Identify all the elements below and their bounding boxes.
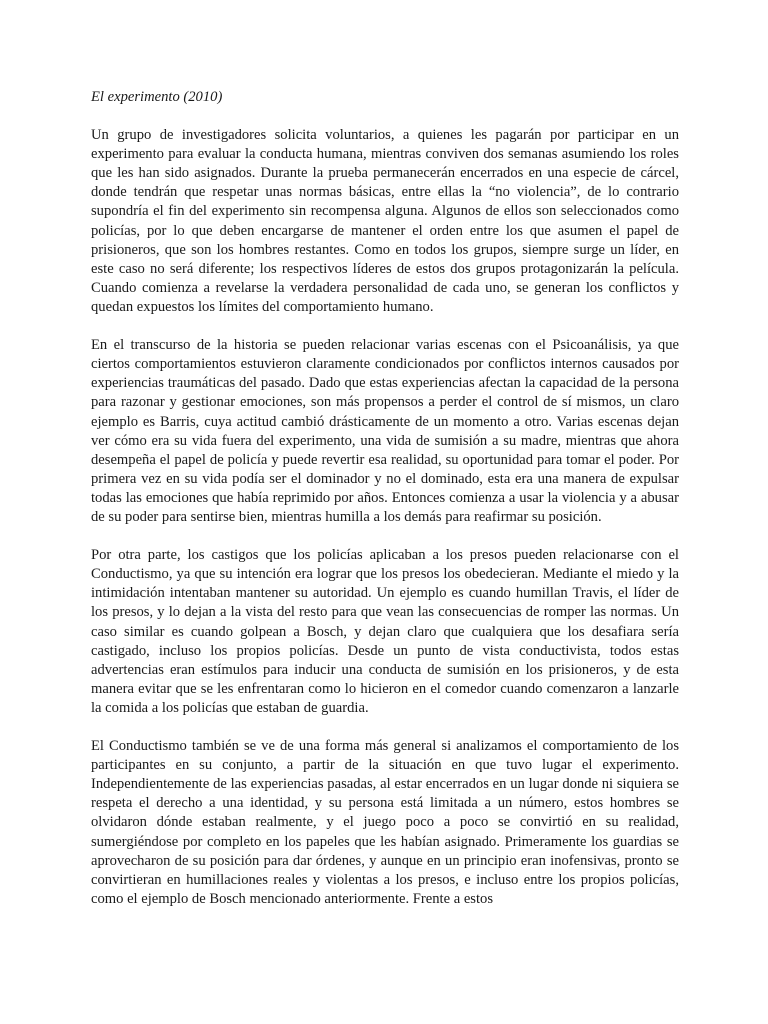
document-page	[91, 88, 679, 928]
paragraph-2: En el transcurso de la historia se pueden relacionar varias escenas con el Psicoanálisis, ya que ciertos comportamientos estuvieron claramente condicionados por conflictos internos causados por experiencias traumáticas del pasado. Dado que estas experiencias afectan la capacidad de la persona para razonar y gestionar emociones, son más propensos a perder el control de sí mismos, un claro ejemplo es Barris, cuya actitud cambió drásticamente de un momento a otro. Varias escenas dejan ver cómo era su vida fuera del experimento, una vida de sumisión a su madre, mientras que ahora desempeña el papel de policía y puede revertir esa realidad, su oportunidad para tomar el poder. Por primera vez en su vida podía ser el dominador y no el dominado, esta era una manera de expulsar todas las emociones que había reprimido por años. Entonces comienza a usar la violencia y a abusar de su poder para sentirse bien, mientras humilla a los demás para reafirmar su posición.	[91, 337, 679, 525]
paragraph-4: El Conductismo también se ve de una forma más general si analizamos el comportamiento de los participantes en su conjunto, a partir de la situación en que tuvo lugar el experimento. Independientemente de las experiencias pasadas, al estar encerrados en un lugar donde ni siquiera se respeta el derecho a una identidad, y su persona está limitada a un número, estos hombres se olvidaron dónde estaban realmente, y el juego poco a poco se convirtió en su realidad, sumergiéndose por completo en los papeles que les habían asignado. Primeramente los guardias se aprovecharon de su posición para dar órdenes, y aunque en un principio eran inofensivas, pronto se convirtieran en humillaciones reales y violentas a los presos, e incluso entre los propios policías, como el ejemplo de Bosch mencionado anteriormente. Frente a estos	[91, 738, 679, 907]
paragraph-3: Por otra parte, los castigos que los policías aplicaban a los presos pueden relacionarse con el Conductismo, ya que su intención era lograr que los presos los obedecieran. Mediante el miedo y la intimidación intentaban mantener su autoridad. Un ejemplo es cuando humillan Travis, el líder de los presos, y lo dejan a la vista del resto para que vean las consecuencias de romper las normas. Un caso similar es cuando golpean a Bosch, y dejan claro que cualquiera que los desafiara sería castigado, incluso los propios policías. Desde un punto de vista conductivista, todos estas advertencias eran estímulos para inducir una conducta de sumisión en los prisioneros, y de esta manera evitar que se les enfrentaran como lo hicieron en el comedor cuando comenzaron a lanzarle la comida a los policías que estaban de guardia.	[91, 547, 679, 716]
document-title: El experimento (2010)	[91, 89, 223, 105]
paragraph-1: Un grupo de investigadores solicita voluntarios, a quienes les pagarán por participar en un experimento para evaluar la conducta humana, mientras conviven dos semanas asumiendo los roles que les han sido asignados. Durante la prueba permanecerán encerrados en una especie de cárcel, donde tendrán que respetar unas normas básicas, entre ellas la “no violencia”, de lo contrario supondría el fin del experimento sin recompensa alguna. Algunos de ellos son seleccionados como policías, por lo que deben encargarse de mantener el orden entre los que asumen el papel de prisioneros, que son los hombres restantes. Como en todos los grupos, siempre surge un líder, en este caso no será diferente; los respectivos líderes de estos dos grupos protagonizarán la película. Cuando comienza a revelarse la verdadera personalidad de cada uno, se generan los conflictos y quedan expuestos los límites del comportamiento humano.	[91, 127, 679, 315]
